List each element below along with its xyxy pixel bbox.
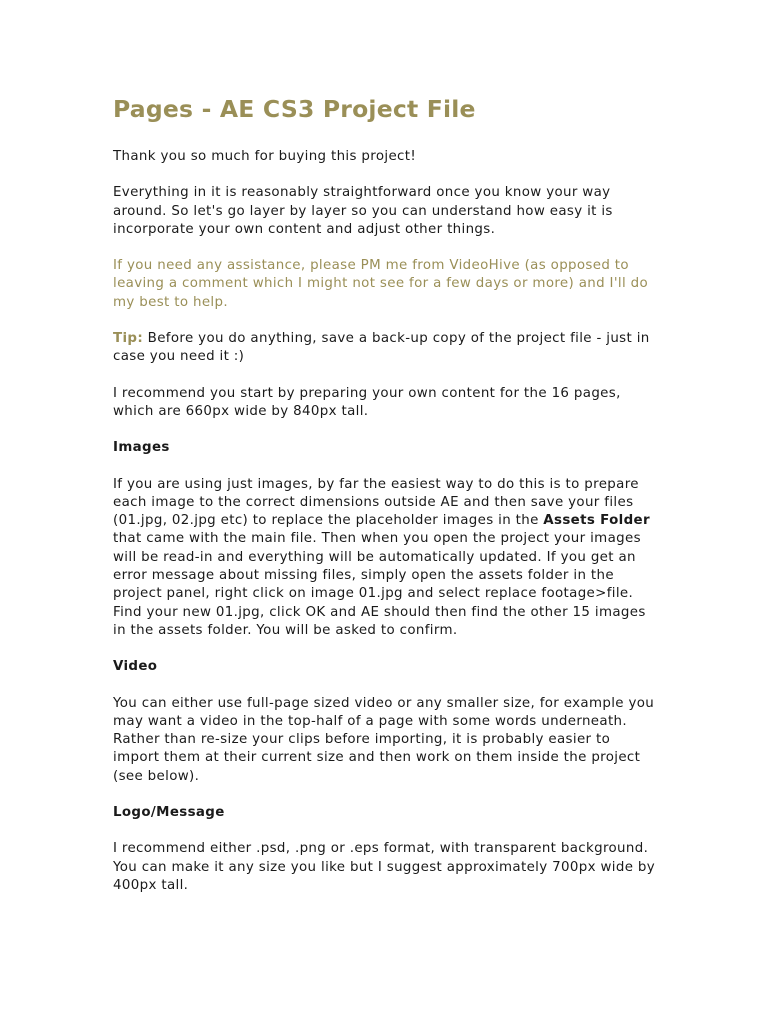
logo-message-body: I recommend either .psd, .png or .eps format, with transparent background. You can make it any size you like but I suggest approximately 700px wide by 400px tall. (113, 841, 656, 893)
assistance-note: If you need any assistance, please PM me from VideoHive (as opposed to leaving a comment which I might not see for a few days or more) and I'll do my best to help. (113, 258, 649, 310)
recommend-content: I recommend you start by preparing your own content for the 16 pages, which are 660px wide by 840px tall. (113, 385, 621, 419)
images-body (113, 476, 658, 641)
page-title: Pages - AE CS3 Project File (113, 95, 476, 123)
video-body: You can either use full-page sized video or any smaller size, for example you may want a video in the top-half of a page with some words underneath. Rather than re-size your clips before importing, it is probably easier to import them at their current size and then work on them inside the project (see below). (113, 695, 655, 784)
images-heading: Images (113, 440, 170, 456)
tip-text: Before you do anything, save a back-up copy of the project file - just in case you need it :) (113, 331, 650, 365)
logo-message-heading: Logo/Message (113, 805, 225, 821)
assets-folder-emphasis: Assets Folder (543, 513, 650, 529)
tip-label: Tip: (113, 331, 144, 347)
document-content (113, 92, 658, 913)
images-body-part2: that came with the main file. Then when you open the project your images will be read-in and everything will be automatically updated. If you get an error message about missing files, simply open the assets folder in the project panel, right click on image 01.jpg and select replace footage>file. Find your new 01.jpg, click OK and AE should then find the other 15 images in the assets folder. You will be asked to confirm. (113, 531, 646, 638)
video-heading: Video (113, 659, 158, 675)
tip-paragraph (113, 330, 658, 367)
intro-overview: Everything in it is reasonably straightforward once you know your way around. So let's go layer by layer so you can understand how easy it is incorporate your own content and adjust other things. (113, 185, 613, 237)
images-body-part1: If you are using just images, by far the easiest way to do this is to prepare each image to the correct dimensions outside AE and then save your files (01.jpg, 02.jpg etc) to replace the placeholder images in the (113, 476, 639, 529)
intro-thanks: Thank you so much for buying this project! (113, 149, 417, 164)
